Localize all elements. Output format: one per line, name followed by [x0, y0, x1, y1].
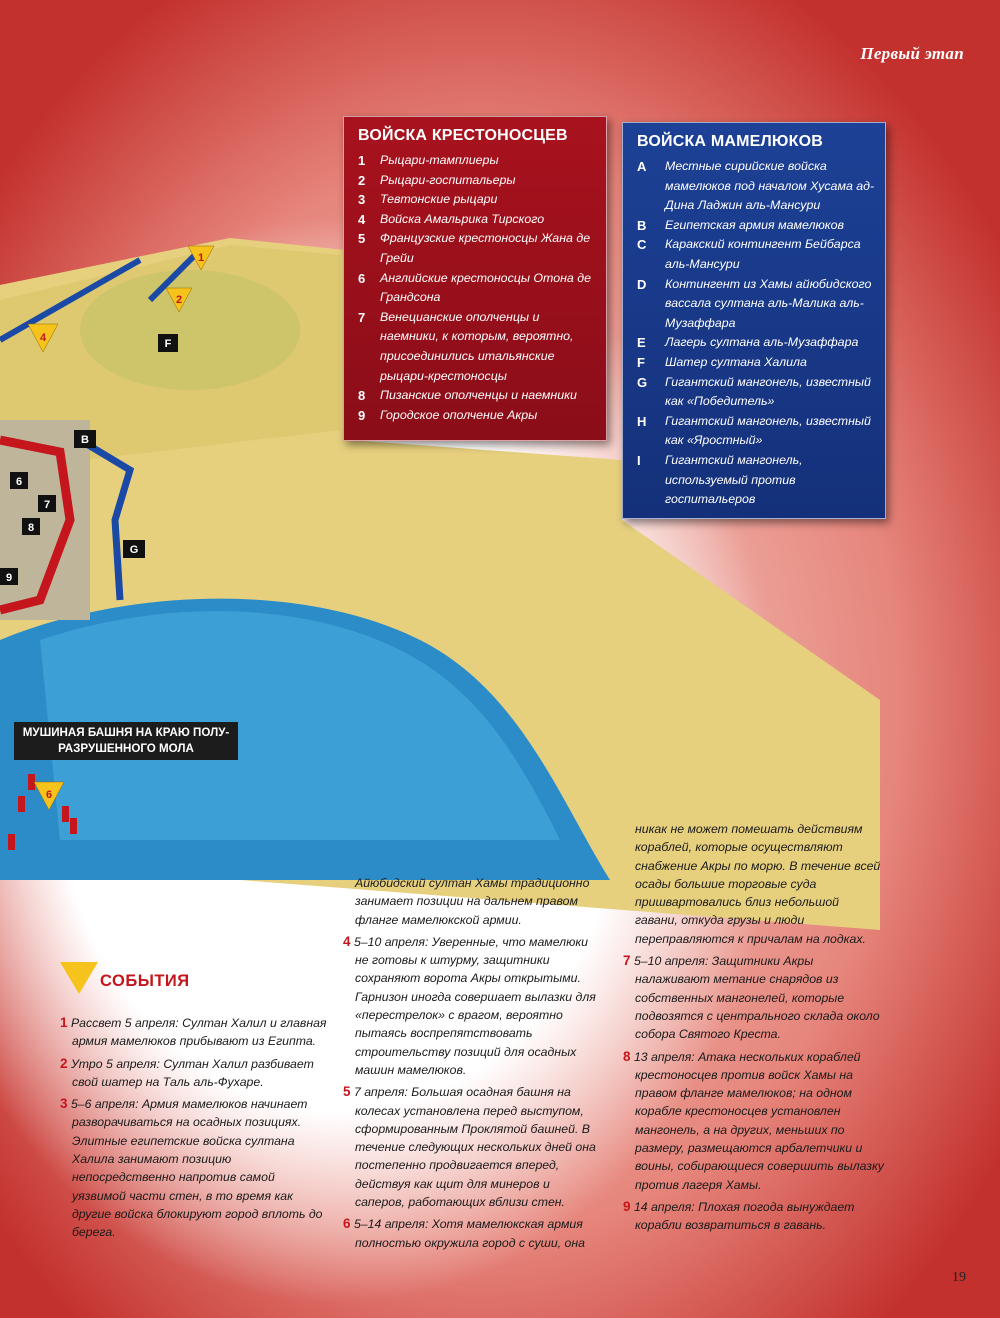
legend-item: A Местные сирийские войска мамелюков под началом Хусама ад-Дина Ладжин аль-Мансури: [637, 159, 875, 213]
event-item: 7 5–10 апреля: Защитники Акры налаживают метание снарядов из собственных мангонелей, которые подвозятся с центрального склада около собора Святого Креста.: [623, 953, 880, 1042]
svg-text:7: 7: [43, 499, 51, 511]
event-item: Айюбидский султан Хамы традиционно занимает позиции на дальнем правом фланге мамелюкской армии.: [355, 876, 590, 927]
legend-item: I Гигантский мангонель, используемый против госпитальеров: [637, 452, 803, 507]
event-item: 3 5–6 апреля: Армия мамелюков начинает разворачиваться на осадных позициях. Элитные египетские войска султана Халила занимают позицию непосредственно напротив самой уязвимой части стен, в то время как другие войска блокируют город вплоть до берега.: [60, 1096, 323, 1240]
legend-item: E Лагерь султана аль-Музаффара: [637, 335, 859, 351]
event-item: 8 13 апреля: Атака нескольких кораблей крестоносцев против войск Хамы на правом фланге мамелюков; на одном корабле крестоносцев установлен мангонель, а на других, меньших по размеру, размещаются арбалетчики и воины, собирающиеся совершить вылазку против лагеря Хамы.: [623, 1048, 884, 1192]
page-number: 19: [952, 1270, 966, 1285]
unit-B: [74, 430, 96, 448]
svg-text:4: 4: [39, 332, 47, 344]
svg-text:6: 6: [45, 789, 53, 801]
city-unit-6: [10, 472, 28, 489]
legend-item: F Шатер султана Халила: [637, 354, 807, 370]
city-unit-9: [0, 568, 18, 585]
event-item: 4 5–10 апреля: Уверенные, что мамелюки не готовы к штурму, защитники сохраняют ворота Акры открытыми. Гарнизон иногда совершает вылазки для «перестрелок» с врагом, вероятно пытаясь воспрепятствовать строительству позиций для осадных машин мамелюков.: [343, 933, 596, 1077]
legend-item: 3 Тевтонские рыцари: [358, 192, 498, 208]
event-item: 5 7 апреля: Большая осадная башня на колесах установлена перед выступом, сформированным Проклятой башней. В течение следующих нескольких дней она постепенно продвигается вперед, действуя как щит для минеров и саперов, работающих вблизи стен.: [343, 1084, 596, 1210]
ship: [70, 818, 77, 834]
crusaders-legend: [343, 116, 607, 441]
legend-item: G Гигантский мангонель, известный как «Победитель»: [637, 374, 871, 409]
ship: [18, 796, 25, 812]
map-callout: МУШИНАЯ БАШНЯ НА КРАЮ ПОЛУ-РАЗРУШЕННОГО МОЛА: [14, 722, 238, 760]
svg-text:9: 9: [5, 572, 13, 584]
svg-text:2: 2: [175, 294, 183, 306]
legend-item: 9 Городское ополчение Акры: [358, 407, 538, 423]
legend-item: C Каракский контингент Бейбарса аль-Мансури: [637, 237, 861, 271]
section-tag: Первый этап: [860, 44, 964, 63]
mamluks-legend-list: [623, 157, 885, 510]
legend-item: D Контингент из Хамы айюбидского вассала султана аль-Малика аль-Музаффара: [637, 276, 872, 330]
svg-text:F: F: [164, 338, 172, 350]
mamluks-legend-title: ВОЙСКА МАМЕЛЮКОВ: [637, 133, 823, 150]
unit-F: [158, 334, 178, 352]
crusaders-legend-list: [344, 151, 606, 425]
ship: [62, 806, 69, 822]
event-item: 6 5–14 апреля: Хотя мамелюкская армия полностью окружила город с суши, она: [343, 1216, 585, 1250]
legend-item: 6 Английские крестоносцы Отона де Грандсона: [358, 270, 592, 305]
legend-item: 5 Французские крестоносцы Жана де Грейи: [358, 231, 591, 265]
svg-text:G: G: [129, 544, 139, 556]
ship: [8, 834, 15, 850]
crusaders-legend-title: ВОЙСКА КРЕСТОНОСЦЕВ: [358, 127, 568, 144]
events-column-3: [623, 820, 885, 1239]
legend-item: 2 Рыцари-госпитальеры: [358, 172, 516, 188]
triangle-icon: [60, 962, 98, 994]
events-column-1: [60, 1014, 327, 1246]
event-item: никак не может помешать действиям кораблей, которые осуществляют снабжение Акры по морю. В течение всей осады большие торговые суда пришвартовались близ небольшой гавани, откуда грузы и люди переправляются к причалам на лодках.: [635, 822, 881, 946]
legend-item: 4 Войска Амальрика Тирского: [358, 211, 545, 227]
city-unit-8: [22, 518, 40, 535]
unit-G: [123, 540, 145, 558]
svg-text:B: B: [81, 434, 89, 446]
events-column-2: [343, 874, 603, 1256]
svg-text:6: 6: [15, 476, 23, 488]
legend-item: B Египетская армия мамелюков: [637, 217, 844, 233]
events-heading-label: СОБЫТИЯ: [100, 971, 190, 990]
legend-item: 8 Пизанские ополченцы и наемники: [358, 388, 577, 404]
mamluks-legend: [622, 122, 886, 519]
svg-text:8: 8: [27, 522, 35, 534]
legend-item: 7 Венецианские ополченцы и наемники, к которым, вероятно, присоединились итальянские рыцари-крестоносцы: [358, 309, 574, 383]
event-item: 1 Рассвет 5 апреля: Султан Халил и главная армия мамелюков прибывают из Египта.: [60, 1015, 327, 1049]
city-unit-7: [38, 495, 56, 512]
legend-item: 1 Рыцари-тамплиеры: [358, 153, 499, 168]
event-item: 2 Утро 5 апреля: Султан Халил разбивает свой шатер на Таль аль-Фухаре.: [60, 1055, 314, 1089]
events-heading: [60, 962, 190, 994]
event-item: 9 14 апреля: Плохая погода вынуждает корабли возвратиться в гавань.: [623, 1198, 855, 1233]
legend-item: H Гигантский мангонель, известный как «Яростный»: [637, 413, 871, 448]
svg-text:1: 1: [197, 252, 205, 264]
